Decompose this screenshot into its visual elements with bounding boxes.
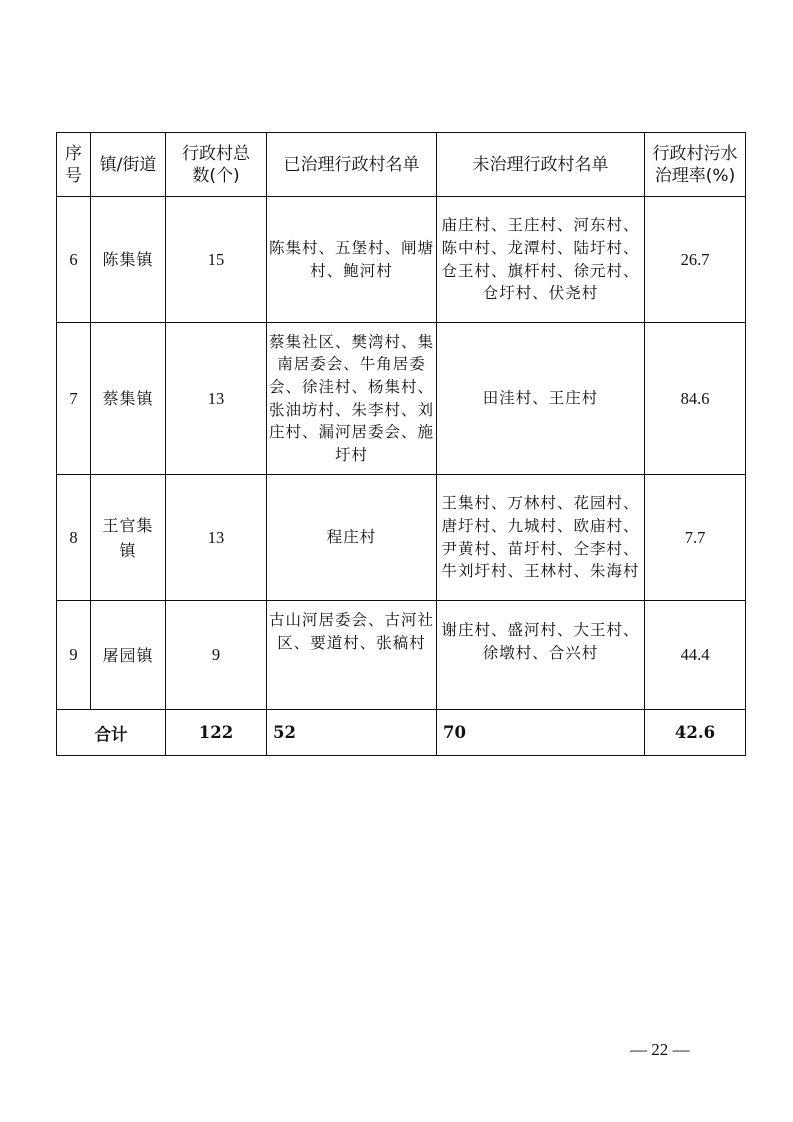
totals-untreated-count: 70 [437, 710, 645, 756]
row-rate: 26.7 [645, 197, 746, 323]
row-treated-list: 程庄村 [267, 475, 437, 601]
row-total: 13 [166, 475, 267, 601]
row-treated-list: 古山河居委会、古河社区、要道村、张稿村 [267, 601, 437, 710]
row-untreated-list: 王集村、万林村、花园村、唐圩村、九城村、欧庙村、尹黄村、苗圩村、仝李村、牛刘圩村、王林村、朱海村 [437, 475, 645, 601]
row-index: 8 [57, 475, 91, 601]
header-untreated-text: 未治理行政村名单 [472, 154, 609, 175]
row-untreated-list: 田洼村、王庄村 [437, 323, 645, 475]
row-rate: 84.6 [645, 323, 746, 475]
row-untreated-list: 谢庄村、盛河村、大王村、徐墩村、合兴村 [437, 601, 645, 710]
village-sewage-treatment-table [56, 132, 746, 756]
header-untreated [437, 133, 645, 197]
row-town: 陈集镇 [91, 197, 166, 323]
totals-treated-count: 52 [267, 710, 437, 756]
row-town: 蔡集镇 [91, 323, 166, 475]
header-total [166, 133, 267, 197]
header-index-text: 序号 [65, 143, 82, 186]
table-row [57, 475, 746, 601]
totals-row [57, 710, 746, 756]
row-town: 王官集镇 [91, 475, 166, 601]
row-total: 15 [166, 197, 267, 323]
row-untreated-list: 庙庄村、王庄村、河东村、陈中村、龙潭村、陆圩村、仓王村、旗杆村、徐元村、仓圩村、伏尧村 [437, 197, 645, 323]
header-total-text: 行政村总数(个) [182, 143, 250, 186]
header-treated [267, 133, 437, 197]
row-total: 9 [166, 601, 267, 710]
totals-label: 合计 [57, 710, 166, 756]
row-total: 13 [166, 323, 267, 475]
header-town-text: 镇/街道 [99, 154, 157, 175]
totals-rate: 42.6 [645, 710, 746, 756]
header-treated-text: 已治理行政村名单 [283, 154, 420, 175]
header-rate-text: 行政村污水治理率(%) [652, 143, 738, 186]
page-number: — 22 — [630, 1040, 690, 1059]
row-rate: 7.7 [645, 475, 746, 601]
header-town [91, 133, 166, 197]
row-index: 9 [57, 601, 91, 710]
table-row [57, 197, 746, 323]
header-index [57, 133, 91, 197]
row-index: 7 [57, 323, 91, 475]
table-row [57, 323, 746, 475]
header-rate [645, 133, 746, 197]
table-row [57, 601, 746, 710]
row-treated-list: 陈集村、五堡村、闸塘村、鲍河村 [267, 197, 437, 323]
row-town: 屠园镇 [91, 601, 166, 710]
row-treated-list: 蔡集社区、樊湾村、集南居委会、牛角居委会、徐洼村、杨集村、张油坊村、朱李村、刘庄村、漏河居委会、施圩村 [267, 323, 437, 475]
row-rate: 44.4 [645, 601, 746, 710]
table-header-row [57, 133, 746, 197]
totals-village-count: 122 [166, 710, 267, 756]
row-index: 6 [57, 197, 91, 323]
